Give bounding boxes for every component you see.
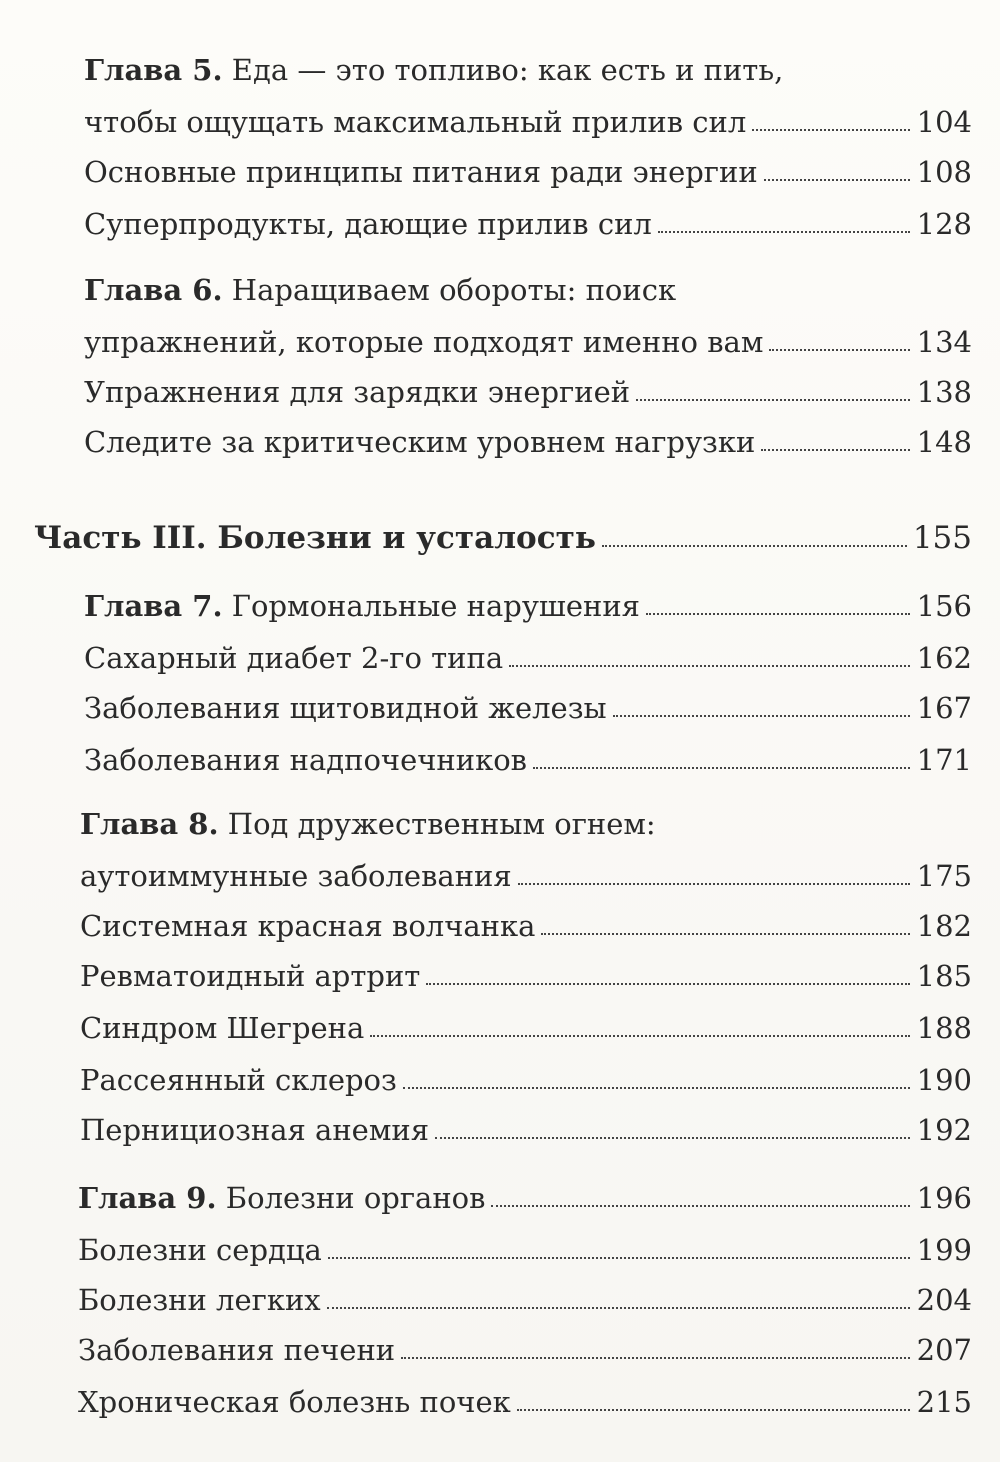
page-number: 188 — [916, 1011, 972, 1045]
page-number: 104 — [916, 105, 972, 139]
chapter-8-entry[interactable] — [80, 858, 972, 894]
page-number: 207 — [916, 1333, 972, 1367]
page-number: 138 — [916, 375, 972, 409]
chapter-6-title-part1: Наращиваем обороты: поиск — [222, 273, 677, 307]
chapter-5-entry[interactable] — [84, 104, 972, 140]
page-number: 134 — [916, 325, 972, 359]
dot-leader — [370, 1035, 910, 1037]
toc-entry[interactable] — [84, 424, 972, 460]
chapter-7-label: Глава 7. — [84, 589, 223, 623]
chapter-5-title-part1: Еда — это топливо: как есть и пить, — [222, 53, 784, 87]
dot-leader — [403, 1087, 910, 1089]
entry-title: Болезни сердца — [78, 1233, 322, 1267]
chapter-5-label: Глава 5. — [84, 53, 223, 87]
chapter-7-title: Гормональные нарушения — [222, 589, 640, 623]
toc-entry[interactable] — [84, 154, 972, 190]
dot-leader — [613, 715, 910, 717]
dot-leader — [509, 665, 910, 667]
page-number: 148 — [916, 425, 972, 459]
dot-leader — [517, 1409, 910, 1411]
page-number: 108 — [916, 155, 972, 189]
chapter-9-heading — [78, 1180, 485, 1216]
toc-entry[interactable] — [80, 1062, 972, 1098]
chapter-9-label: Глава 9. — [78, 1181, 217, 1215]
dot-leader — [328, 1257, 910, 1259]
toc-entry[interactable] — [84, 374, 972, 410]
dot-leader — [541, 933, 910, 935]
page-number: 204 — [916, 1283, 972, 1317]
page-number: 155 — [912, 520, 972, 556]
chapter-8-title-part2: аутоиммунные заболевания — [80, 859, 512, 893]
dot-leader — [491, 1205, 910, 1207]
page-number: 128 — [916, 207, 972, 241]
page-number: 182 — [916, 909, 972, 943]
entry-title: Упражнения для зарядки энергией — [84, 375, 631, 409]
toc-entry[interactable] — [84, 640, 972, 676]
entry-title: Заболевания надпочечников — [84, 743, 527, 777]
chapter-6-title-part2: упражнений, которые подходят именно вам — [84, 325, 764, 359]
dot-leader — [518, 883, 910, 885]
entry-title: Системная красная волчанка — [80, 909, 536, 943]
page-number: 199 — [916, 1233, 972, 1267]
page-number: 190 — [916, 1063, 972, 1097]
chapter-8-label: Глава 8. — [80, 807, 219, 841]
entry-title: Болезни легких — [78, 1283, 321, 1317]
entry-title: Заболевания печени — [78, 1333, 396, 1367]
toc-entry[interactable] — [84, 206, 972, 242]
page-number: 175 — [916, 859, 972, 893]
chapter-5-title-part2: чтобы ощущать максимальный прилив сил — [84, 105, 747, 139]
dot-leader — [769, 349, 910, 351]
chapter-8-title-part1: Под дружественным огнем: — [218, 807, 656, 841]
dot-leader — [646, 613, 910, 615]
toc-entry[interactable] — [80, 908, 972, 944]
chapter-6-heading-line1 — [84, 272, 676, 308]
toc-entry[interactable] — [84, 742, 972, 778]
page-number: 162 — [916, 641, 972, 675]
chapter-6-entry[interactable] — [84, 324, 972, 360]
page-number: 185 — [916, 959, 972, 993]
page-number: 171 — [916, 743, 972, 777]
entry-title: Основные принципы питания ради энергии — [84, 155, 758, 189]
toc-entry[interactable] — [78, 1282, 972, 1318]
chapter-7-heading — [84, 588, 640, 624]
chapter-9-entry[interactable] — [78, 1180, 972, 1216]
entry-title: Следите за критическим уровнем нагрузки — [84, 425, 756, 459]
dot-leader — [761, 449, 910, 451]
page-number: 215 — [916, 1385, 972, 1419]
dot-leader — [327, 1307, 910, 1309]
dot-leader — [533, 767, 910, 769]
dot-leader — [401, 1357, 910, 1359]
toc-entry[interactable] — [80, 1112, 972, 1148]
dot-leader — [602, 545, 907, 547]
dot-leader — [435, 1137, 910, 1139]
entry-title: Сахарный диабет 2-го типа — [84, 641, 504, 675]
page-number: 156 — [916, 589, 972, 623]
part-3-entry[interactable] — [34, 520, 972, 556]
page-number: 196 — [916, 1181, 972, 1215]
toc-entry[interactable] — [78, 1384, 972, 1420]
entry-title: Хроническая болезнь почек — [78, 1385, 511, 1419]
chapter-9-title: Болезни органов — [216, 1181, 486, 1215]
entry-title: Ревматоидный артрит — [80, 959, 421, 993]
toc-entry[interactable] — [80, 1010, 972, 1046]
dot-leader — [636, 399, 910, 401]
entry-title: Заболевания щитовидной железы — [84, 691, 607, 725]
entry-title: Рассеянный склероз — [80, 1063, 397, 1097]
dot-leader — [658, 231, 910, 233]
page-number: 167 — [916, 691, 972, 725]
page-number: 192 — [916, 1113, 972, 1147]
dot-leader — [426, 983, 910, 985]
dot-leader — [764, 179, 910, 181]
chapter-8-heading-line1 — [80, 806, 656, 842]
part-title: Часть III. Болезни и усталость — [34, 520, 596, 556]
entry-title: Суперпродукты, дающие прилив сил — [84, 207, 652, 241]
chapter-5-heading-line1 — [84, 52, 783, 88]
entry-title: Пернициозная анемия — [80, 1113, 430, 1147]
toc-entry[interactable] — [78, 1332, 972, 1368]
chapter-6-label: Глава 6. — [84, 273, 223, 307]
toc-entry[interactable] — [78, 1232, 972, 1268]
chapter-7-entry[interactable] — [84, 588, 972, 624]
toc-entry[interactable] — [84, 690, 972, 726]
toc-entry[interactable] — [80, 958, 972, 994]
entry-title: Синдром Шегрена — [80, 1011, 365, 1045]
dot-leader — [752, 129, 910, 131]
